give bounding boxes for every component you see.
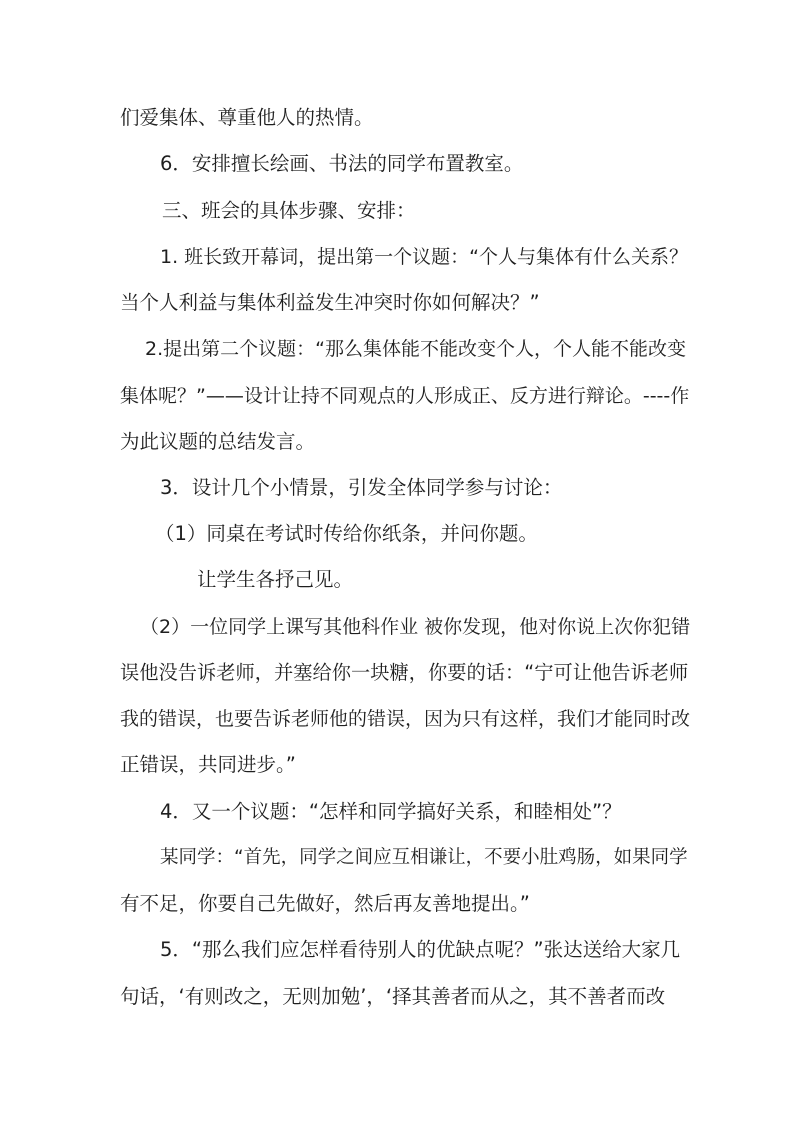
paragraph-line: 有不足，你要自己先做好，然后再友善地提出。” bbox=[120, 892, 530, 915]
paragraph-line: 当个人利益与集体利益发生冲突时你如何解决？” bbox=[120, 291, 540, 314]
paragraph-line: 句话，‘有则改之，无则加勉’，‘择其善者而从之，其不善者而改 bbox=[120, 985, 666, 1008]
paragraph-line: 们爱集体、尊重他人的热情。 bbox=[120, 106, 374, 129]
paragraph-line: 某同学：“首先，同学之间应互相谦让，不要小肚鸡肠，如果同学 bbox=[160, 847, 688, 868]
paragraph-line: 4．又一个议题：“怎样和同学搞好关系，和睦相处”？ bbox=[160, 800, 622, 823]
paragraph-line: 我的错误，也要告诉老师他的错误，因为只有这样，我们才能同时改 bbox=[120, 708, 691, 730]
paragraph-line: 3．设计几个小情景，引发全体同学参与讨论： bbox=[160, 476, 563, 499]
paragraph-line: 正错误，共同进步。” bbox=[120, 753, 296, 776]
paragraph-line: 2.提出第二个议题：“那么集体能不能改变个人，个人能不能改变 bbox=[145, 338, 686, 360]
paragraph-line: 误他没告诉老师，并塞给你一块糖，你要的话：“宁可让他告诉老师 bbox=[120, 661, 689, 684]
paragraph-line: 为此议题的总结发言。 bbox=[120, 430, 316, 453]
paragraph-line: 集体呢？”——设计让持不同观点的人形成正、反方进行辩论。----作 bbox=[120, 385, 690, 407]
paragraph-line: 1. 班长致开幕词，提出第一个议题：“个人与集体有什么关系？ bbox=[160, 246, 689, 268]
section-heading: 三、班会的具体步骤、安排： bbox=[162, 199, 416, 222]
paragraph-line: 5．“那么我们应怎样看待别人的优缺点呢？”张达送给大家几 bbox=[160, 938, 681, 961]
paragraph-line: 让学生各抒己见。 bbox=[197, 568, 354, 591]
paragraph-line: 6．安排擅长绘画、书法的同学布置教室。 bbox=[160, 152, 524, 175]
paragraph-line: （1）同桌在考试时传给你纸条，并问你题。 bbox=[155, 522, 538, 545]
paragraph-line: （2）一位同学上课写其他科作业 被你发现，他对你说上次你犯错 bbox=[140, 616, 691, 638]
